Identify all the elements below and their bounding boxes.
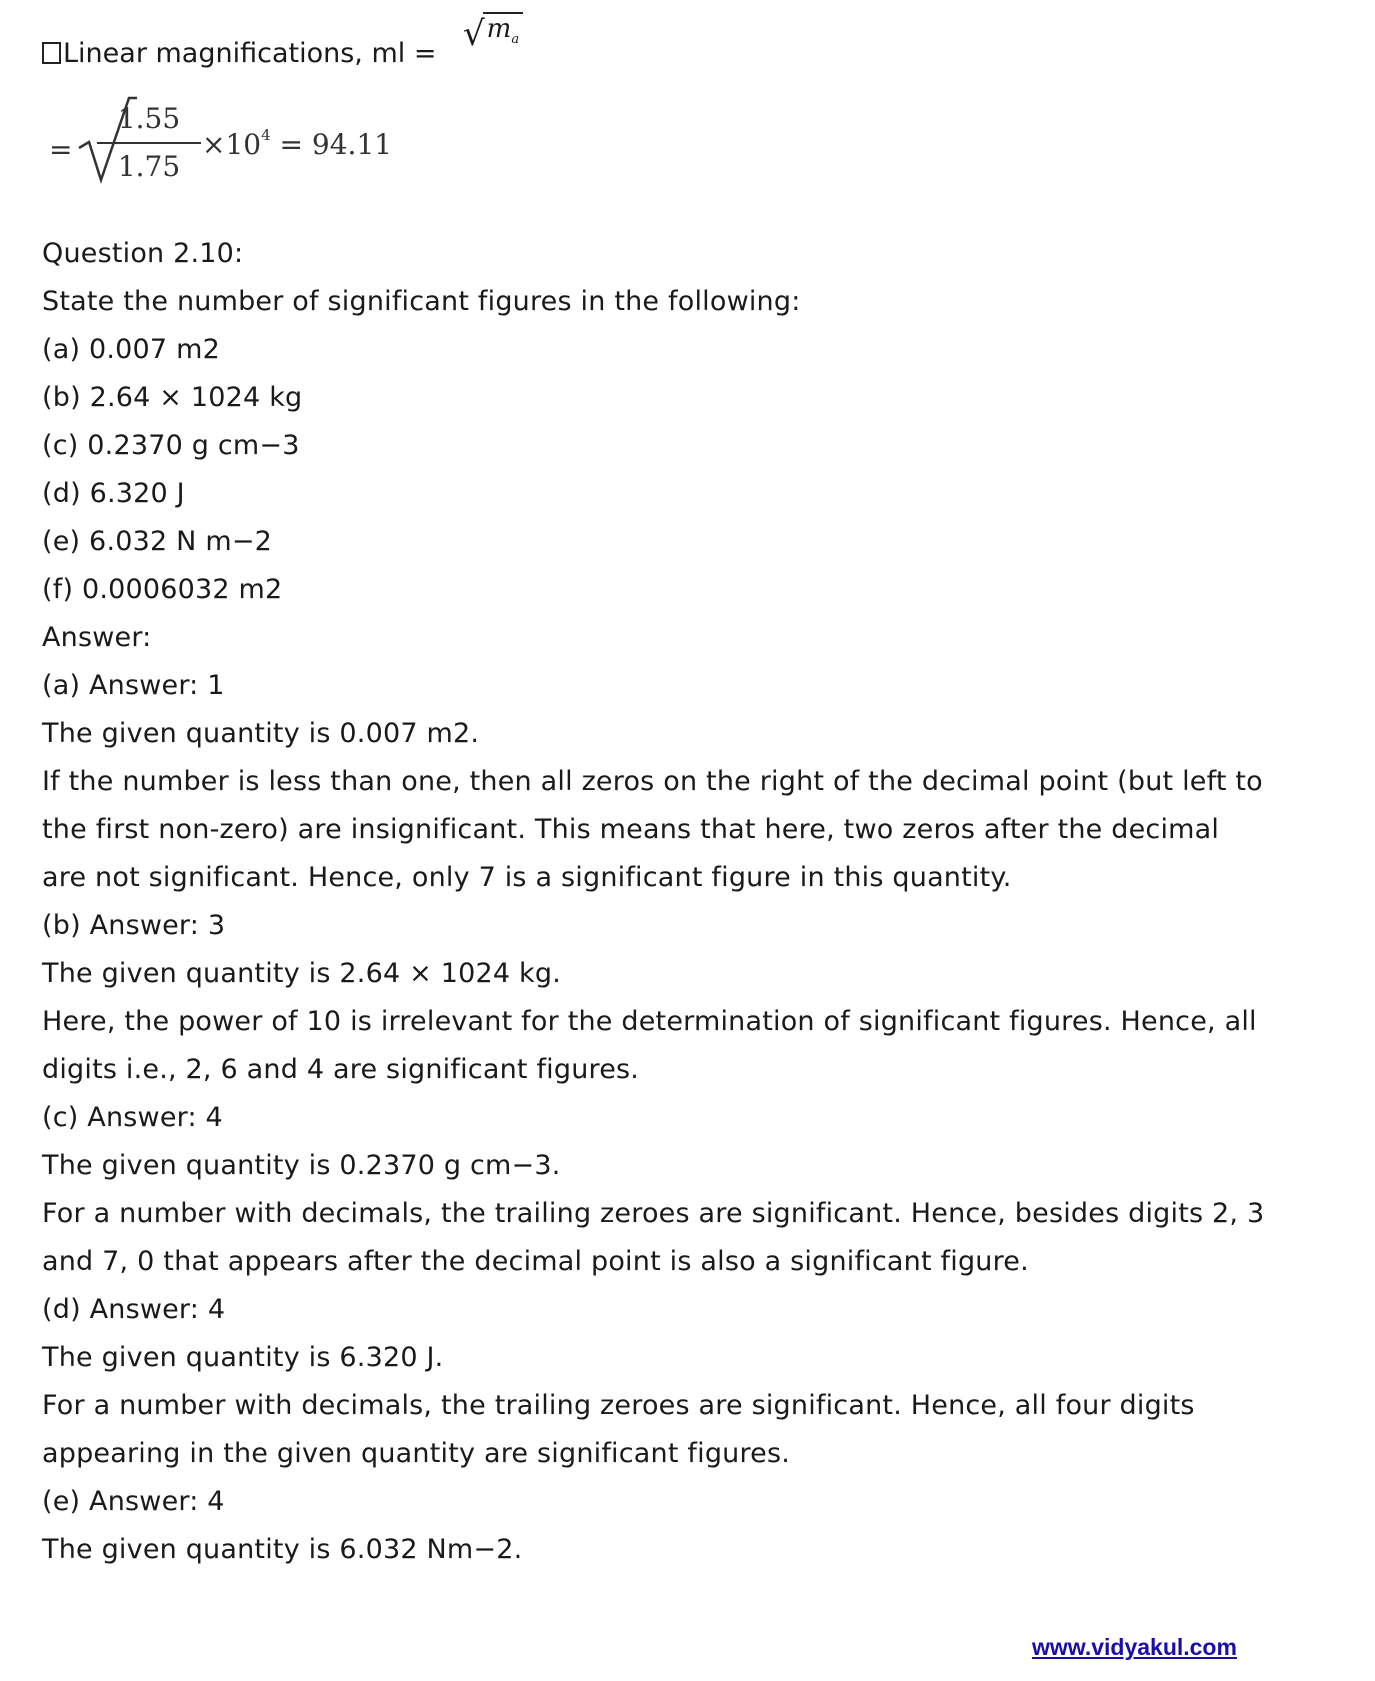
numerator: 1.55	[117, 102, 181, 135]
checkbox-icon	[42, 42, 61, 64]
answer-a-text: The given quantity is 0.007 m2.	[42, 718, 480, 749]
sqrt-subscript: a	[511, 32, 520, 48]
formula-line	[42, 38, 436, 69]
question-item-d: (d) 6.320 J	[42, 478, 185, 509]
answer-c: (c) Answer: 4	[42, 1102, 223, 1133]
sqrt-ma	[463, 12, 523, 54]
fraction	[97, 100, 201, 186]
answer-b-text: The given quantity is 2.64 × 1024 kg.	[42, 958, 561, 989]
question-item-f: (f) 0.0006032 m2	[42, 574, 283, 605]
answer-e: (e) Answer: 4	[42, 1486, 225, 1517]
answer-c-text: and 7, 0 that appears after the decimal point is also a significant figure.	[42, 1246, 1029, 1277]
question-item-c: (c) 0.2370 g cm−3	[42, 430, 300, 461]
question-item-b: (b) 2.64 × 1024 kg	[42, 382, 303, 413]
question-item-e: (e) 6.032 N m−2	[42, 526, 273, 557]
result: = 94.11	[279, 128, 393, 161]
answer-c-text: The given quantity is 0.2370 g cm−3.	[42, 1150, 561, 1181]
vidyakul-link[interactable]: www.vidyakul.com	[1032, 1634, 1237, 1660]
denominator: 1.75	[117, 150, 181, 183]
times-ten: ×10	[202, 128, 262, 161]
answer-e-text: The given quantity is 6.032 Nm−2.	[42, 1534, 523, 1565]
answer-a-text: the first non-zero) are insignificant. This means that here, two zeros after the decimal	[42, 814, 1220, 845]
equals-sign: =	[49, 133, 73, 166]
answer-d-text: For a number with decimals, the trailing zeroes are significant. Hence, all four digits	[42, 1390, 1195, 1421]
formula-label: Linear magnifications, ml =	[63, 38, 437, 69]
sqrt-symbol: m	[486, 14, 512, 44]
answer-a-text: If the number is less than one, then all zeros on the right of the decimal point (but left to	[42, 766, 1263, 797]
answer-b-text: Here, the power of 10 is irrelevant for the determination of significant figures. Hence, all	[42, 1006, 1257, 1037]
answer-d-text: appearing in the given quantity are significant figures.	[42, 1438, 791, 1469]
answer-b: (b) Answer: 3	[42, 910, 226, 941]
answer-a-text: are not significant. Hence, only 7 is a significant figure in this quantity.	[42, 862, 1012, 893]
question-heading: Question 2.10:	[42, 238, 244, 269]
answer-a: (a) Answer: 1	[42, 670, 225, 701]
answer-b-text: digits i.e., 2, 6 and 4 are significant figures.	[42, 1054, 640, 1085]
exponent: 4	[261, 126, 271, 144]
answer-c-text: For a number with decimals, the trailing zeroes are significant. Hence, besides digits 2, 3	[42, 1198, 1265, 1229]
answer-heading: Answer:	[42, 622, 152, 653]
question-prompt: State the number of significant figures in the following:	[42, 286, 801, 317]
answer-d: (d) Answer: 4	[42, 1294, 226, 1325]
multiplier	[202, 126, 392, 161]
fraction-bar	[97, 142, 201, 144]
radical-icon: √	[463, 14, 485, 54]
answer-d-text: The given quantity is 6.320 J.	[42, 1342, 444, 1373]
question-item-a: (a) 0.007 m2	[42, 334, 220, 365]
